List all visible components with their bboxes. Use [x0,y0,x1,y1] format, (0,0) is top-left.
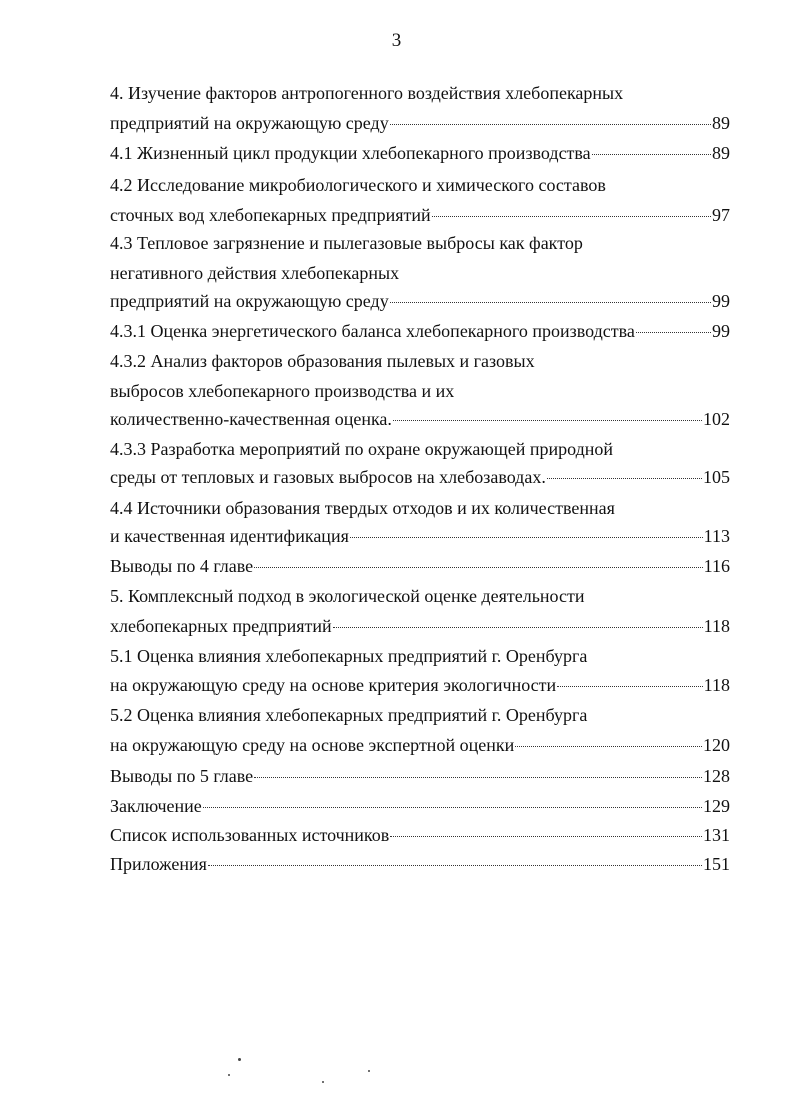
dot-leader [432,202,711,217]
dot-leader [390,110,711,125]
dot-leader [592,140,711,155]
toc-entry-title: среды от тепловых и газовых выбросов на хлебозаводах. [110,467,546,487]
scan-speck [368,1070,370,1072]
toc-entry-line: 4. Изучение факторов антропогенного воздействия хлебопекарных [110,83,624,103]
toc-entry[interactable] [110,763,730,789]
dot-leader [547,464,702,479]
dot-leader [557,672,703,687]
dot-leader [203,793,702,808]
toc-entry[interactable] [110,288,730,314]
dot-leader [390,288,711,303]
toc-entry-line: 4.3 Тепловое загрязнение и пылегазовые выбросы как фактор [110,233,583,253]
toc-entry-line: негативного действия хлебопекарных [110,263,400,283]
toc-page-number: 113 [703,526,730,546]
toc-entry-line: 4.4 Источники образования твердых отходов и их количественная [110,498,615,518]
toc-page-number: 118 [703,675,730,695]
dot-leader [350,523,703,538]
toc-entry[interactable] [110,464,730,490]
toc-entry-title: Выводы по 4 главе [110,556,254,576]
toc-entry-title: количественно-качественная оценка. [110,409,392,429]
dot-leader [390,822,702,837]
toc-entry-title: Выводы по 5 главе [110,766,254,786]
toc-entry[interactable] [110,140,730,166]
toc-entry[interactable] [110,613,730,639]
toc-page-number: 97 [712,205,730,225]
scan-speck [228,1074,230,1076]
toc-page-number: 99 [712,321,730,341]
toc-page-number: 129 [703,796,730,816]
toc-entry-line: 5.1 Оценка влияния хлебопекарных предприятий г. Оренбурга [110,646,588,666]
toc-entry[interactable] [110,523,730,549]
toc-entry[interactable] [110,202,730,228]
toc-page-number: 105 [703,467,730,487]
toc-entry[interactable] [110,406,730,432]
toc-entry-title: на окружающую среду на основе критерия экологичности [110,675,557,695]
toc-entry-title: на окружающую среду на основе экспертной оценки [110,735,515,755]
toc-entry-title: хлебопекарных предприятий [110,616,332,636]
toc-entry-title: Заключение [110,796,202,816]
toc-entry-line: 4.3.3 Разработка мероприятий по охране окружающей природной [110,439,613,459]
dot-leader [208,851,702,866]
dot-leader [254,763,702,778]
page-number: 3 [391,30,402,51]
toc-entry[interactable] [110,318,730,344]
toc-page-number: 116 [703,556,730,576]
dot-leader [393,406,702,421]
toc-entry-title: 4.3.1 Оценка энергетического баланса хлебопекарного производства [110,321,635,341]
toc-entry[interactable] [110,110,730,136]
dot-leader [254,553,702,568]
dot-leader [636,318,711,333]
toc-page-number: 89 [712,143,730,163]
scan-speck [238,1058,241,1061]
dot-leader [333,613,703,628]
toc-entry-line: 4.3.2 Анализ факторов образования пылевых и газовых [110,351,535,371]
dot-leader [515,732,702,747]
toc-entry-title: сточных вод хлебопекарных предприятий [110,205,431,225]
toc-entry-title: и качественная идентификация [110,526,349,546]
toc-entry[interactable] [110,793,730,819]
toc-entry-line: 4.2 Исследование микробиологического и химического составов [110,175,606,195]
toc-page-number: 89 [712,113,730,133]
scan-speck [322,1081,324,1083]
toc-page-number: 131 [703,825,730,845]
toc-page-number: 118 [703,616,730,636]
toc-entry-title: 4.1 Жизненный цикл продукции хлебопекарного производства [110,143,591,163]
toc-entry[interactable] [110,732,730,758]
toc-page-number: 102 [703,409,730,429]
toc-entry[interactable] [110,553,730,579]
toc-page-number: 120 [703,735,730,755]
toc-entry-title: предприятий на окружающую среду [110,291,389,311]
toc-entry-line: выбросов хлебопекарного производства и их [110,381,455,401]
toc-entry[interactable] [110,851,730,877]
toc-page-number: 99 [712,291,730,311]
toc-page-number: 151 [703,854,730,874]
toc-entry-title: Список использованных источников [110,825,390,845]
toc-entry[interactable] [110,822,730,848]
toc-entry-line: 5.2 Оценка влияния хлебопекарных предприятий г. Оренбурга [110,705,588,725]
toc-entry-line: 5. Комплексный подход в экологической оценке деятельности [110,586,585,606]
toc-entry-title: предприятий на окружающую среду [110,113,389,133]
toc-entry-title: Приложения [110,854,207,874]
toc-page-number: 128 [703,766,730,786]
toc-entry[interactable] [110,672,730,698]
